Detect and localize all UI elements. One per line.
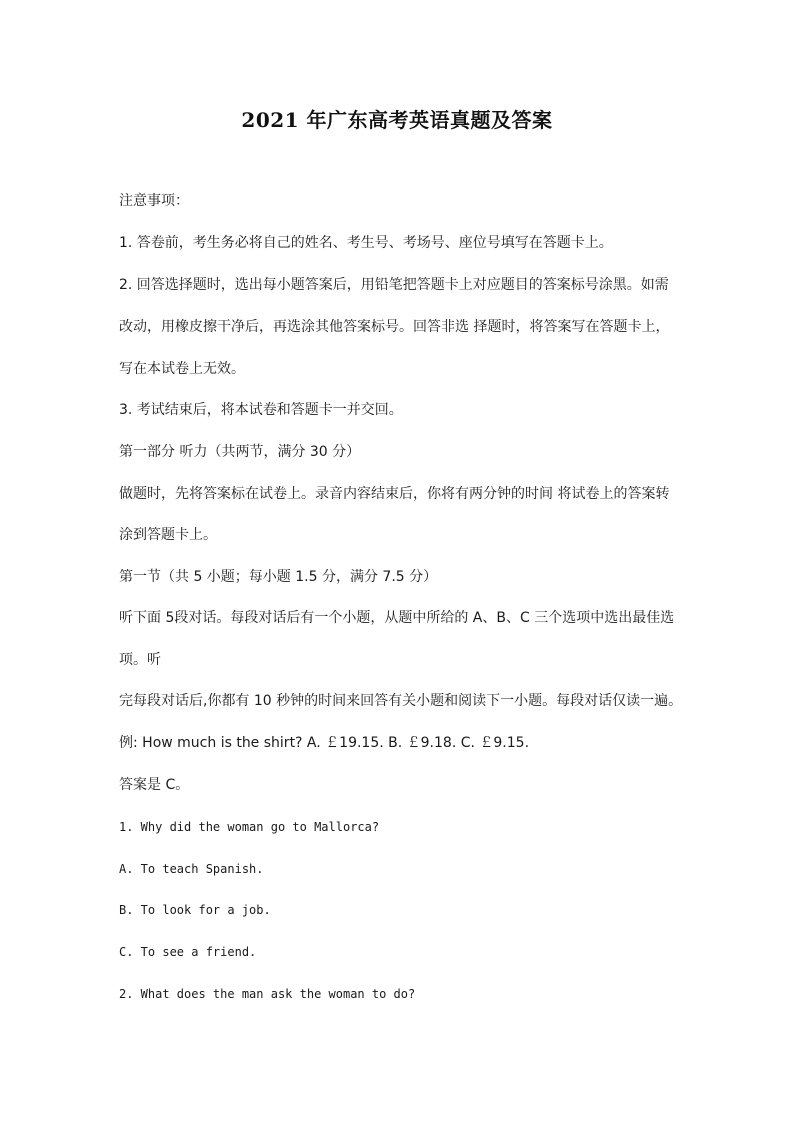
question-1-option-c: C. To see a friend.	[119, 945, 257, 959]
notice-heading: 注意事项：	[119, 193, 189, 209]
section-one-instruction-cont: 项。听	[119, 652, 161, 668]
notice-item-1: 1. 答卷前，考生务必将自己的姓名、考生号、考场号、座位号填写在答题卡上。	[119, 235, 613, 251]
notice-item-2-end: 写在本试卷上无效。	[119, 361, 245, 377]
document-title: 2021 年广东高考英语真题及答案	[241, 108, 553, 132]
section-one-instruction-end: 完每段对话后,你都有 10 秒钟的时间来回答有关小题和阅读下一小题。每段对话仅读一遍。	[119, 693, 683, 709]
notice-item-2-cont: 改动，用橡皮擦干净后，再选涂其他答案标号。回答非选 择题时，将答案写在答题卡上，	[119, 319, 670, 335]
part-one-instruction-cont: 涂到答题卡上。	[119, 527, 217, 543]
example-answer: 答案是 C。	[119, 777, 190, 793]
question-2: 2. What does the man ask the woman to do?	[119, 987, 416, 1001]
question-1-option-b: B. To look for a job.	[119, 903, 271, 917]
section-one-heading: 第一节（共 5 小题；每小题 1.5 分，满分 7.5 分）	[119, 569, 438, 585]
question-1: 1. Why did the woman go to Mallorca?	[119, 820, 380, 834]
example-question: 例: How much is the shirt? A. ￡19.15. B. ￡9.18. C. ￡9.15.	[119, 735, 530, 751]
notice-item-3: 3. 考试结束后，将本试卷和答题卡一并交回。	[119, 402, 403, 418]
part-one-instruction: 做题时，先将答案标在试卷上。录音内容结束后，你将有两分钟的时间 将试卷上的答案转	[119, 486, 670, 502]
question-1-option-a: A. To teach Spanish.	[119, 862, 264, 876]
part-one-heading: 第一部分 听力（共两节，满分 30 分）	[119, 444, 361, 460]
section-one-instruction: 听下面 5段对话。每段对话后有一个小题，从题中所给的 A、B、C 三个选项中选出最佳选	[119, 610, 675, 626]
notice-item-2: 2. 回答选择题时，选出每小题答案后，用铅笔把答题卡上对应题目的答案标号涂黑。如需	[119, 277, 669, 293]
